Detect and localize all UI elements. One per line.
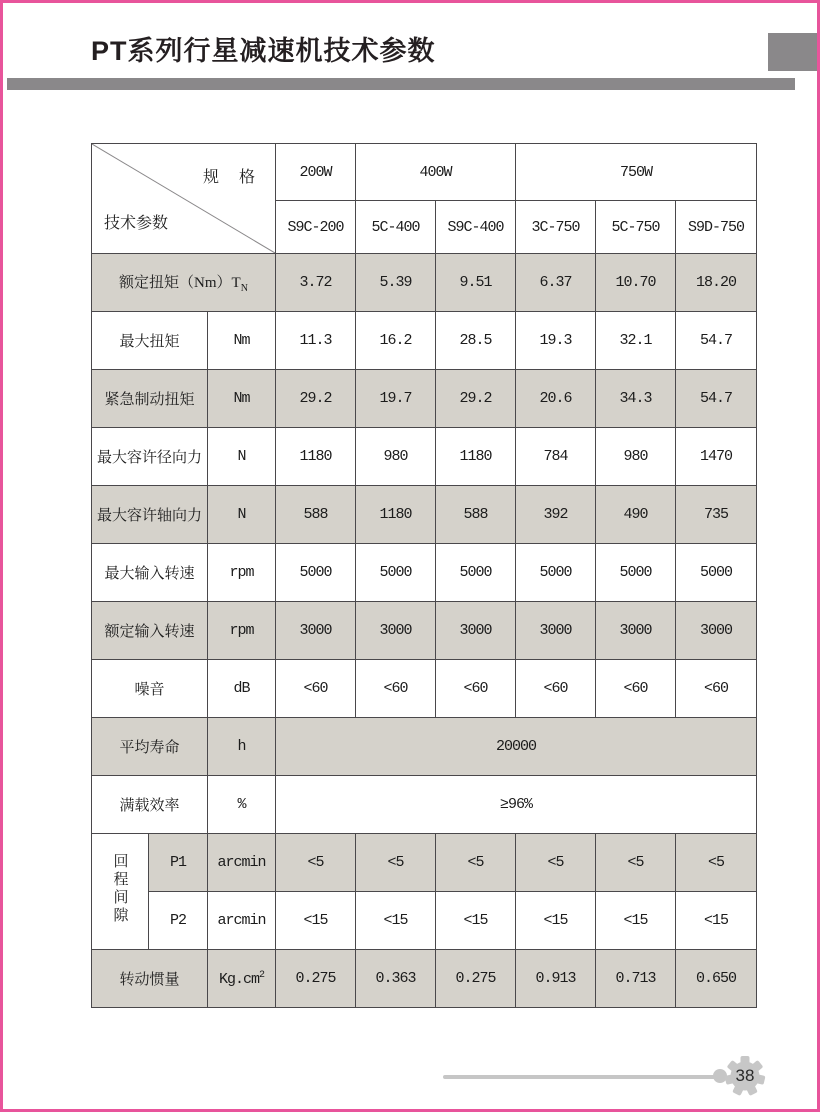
unit-superscript: 2 [259, 969, 265, 981]
page-number: 38 [735, 1066, 755, 1085]
value-cell: 0.275 [276, 950, 356, 1008]
value-cell: 6.37 [516, 254, 596, 312]
row-label: P1 [149, 834, 208, 892]
diagonal-line [92, 144, 275, 253]
model-cell: S9C-200 [276, 201, 356, 254]
row-efficiency [92, 776, 757, 834]
row-noise [92, 660, 757, 718]
row-label: 最大输入转速 [92, 544, 208, 602]
value-cell: 20.6 [516, 370, 596, 428]
value-cell: <60 [596, 660, 676, 718]
row-label-text: 额定扭矩（Nm）T [119, 275, 241, 291]
unit-cell: N [208, 428, 276, 486]
value-cell: 1180 [276, 428, 356, 486]
unit-cell: Nm [208, 312, 276, 370]
row-label: 紧急制动扭矩 [92, 370, 208, 428]
value-cell: 980 [596, 428, 676, 486]
value-cell: <15 [436, 892, 516, 950]
row-backlash-p2 [92, 892, 757, 950]
value-cell: <15 [276, 892, 356, 950]
value-cell: <60 [356, 660, 436, 718]
value-cell: 735 [676, 486, 757, 544]
row-label: 最大容许径向力 [92, 428, 208, 486]
header-row-power [92, 144, 757, 201]
value-cell: 0.363 [356, 950, 436, 1008]
value-cell: 5000 [276, 544, 356, 602]
unit-text: Kg.cm [218, 970, 259, 988]
row-label: 转动惯量 [92, 950, 208, 1008]
value-cell: <60 [676, 660, 757, 718]
value-cell: <60 [436, 660, 516, 718]
value-cell: 1180 [356, 486, 436, 544]
value-cell: 18.20 [676, 254, 757, 312]
row-average-life [92, 718, 757, 776]
value-cell: 54.7 [676, 370, 757, 428]
row-label: 额定输入转速 [92, 602, 208, 660]
model-cell: S9D-750 [676, 201, 757, 254]
value-cell: <5 [436, 834, 516, 892]
value-cell: 10.70 [596, 254, 676, 312]
value-cell: 588 [436, 486, 516, 544]
row-max-input-speed [92, 544, 757, 602]
value-cell: 5000 [516, 544, 596, 602]
row-label: 噪音 [92, 660, 208, 718]
merged-value-cell: ≥96% [276, 776, 757, 834]
value-cell: 3000 [676, 602, 757, 660]
value-cell: 5000 [356, 544, 436, 602]
value-cell: 392 [516, 486, 596, 544]
value-cell: 0.275 [436, 950, 516, 1008]
row-label [92, 254, 276, 312]
unit-cell: N [208, 486, 276, 544]
model-cell: 3C-750 [516, 201, 596, 254]
value-cell: <5 [596, 834, 676, 892]
value-cell: <15 [516, 892, 596, 950]
unit-cell: arcmin [208, 892, 276, 950]
row-radial-force [92, 428, 757, 486]
power-group-200w: 200W [276, 144, 356, 201]
unit-cell: % [208, 776, 276, 834]
value-cell: 32.1 [596, 312, 676, 370]
value-cell: 16.2 [356, 312, 436, 370]
row-rated-torque [92, 254, 757, 312]
value-cell: <15 [676, 892, 757, 950]
value-cell: 19.7 [356, 370, 436, 428]
value-cell: <60 [276, 660, 356, 718]
value-cell: 0.913 [516, 950, 596, 1008]
value-cell: 9.51 [436, 254, 516, 312]
value-cell: 34.3 [596, 370, 676, 428]
corner-label-spec: 规 格 [203, 169, 264, 186]
backlash-group-label [92, 834, 149, 950]
row-rated-input-speed [92, 602, 757, 660]
value-cell: <5 [356, 834, 436, 892]
model-cell: S9C-400 [436, 201, 516, 254]
value-cell: 11.3 [276, 312, 356, 370]
unit-cell: arcmin [208, 834, 276, 892]
spec-table [91, 143, 757, 1008]
row-max-torque [92, 312, 757, 370]
model-cell: 5C-400 [356, 201, 436, 254]
unit-cell: Nm [208, 370, 276, 428]
value-cell: 5000 [436, 544, 516, 602]
value-cell: <5 [516, 834, 596, 892]
footer-rule [443, 1075, 717, 1079]
value-cell: 19.3 [516, 312, 596, 370]
row-label: 最大扭矩 [92, 312, 208, 370]
value-cell: 3000 [516, 602, 596, 660]
merged-value-cell: 20000 [276, 718, 757, 776]
row-brake-torque [92, 370, 757, 428]
value-cell: 784 [516, 428, 596, 486]
value-cell: 3000 [436, 602, 516, 660]
unit-cell: dB [208, 660, 276, 718]
corner-label-params: 技术参数 [104, 215, 169, 232]
unit-cell: rpm [208, 544, 276, 602]
value-cell: 588 [276, 486, 356, 544]
page-title: PT系列行星减速机技术参数 [91, 36, 436, 66]
value-cell: 28.5 [436, 312, 516, 370]
value-cell: 1180 [436, 428, 516, 486]
value-cell: 29.2 [436, 370, 516, 428]
row-label-subscript: N [240, 283, 248, 294]
value-cell: <60 [516, 660, 596, 718]
value-cell: 1470 [676, 428, 757, 486]
row-backlash-p1 [92, 834, 757, 892]
value-cell: <5 [676, 834, 757, 892]
value-cell: 5000 [676, 544, 757, 602]
value-cell: 29.2 [276, 370, 356, 428]
value-cell: 3000 [276, 602, 356, 660]
row-label: 平均寿命 [92, 718, 208, 776]
page-number-badge [723, 1054, 767, 1098]
value-cell: 0.713 [596, 950, 676, 1008]
row-label: 满载效率 [92, 776, 208, 834]
row-inertia [92, 950, 757, 1008]
model-cell: 5C-750 [596, 201, 676, 254]
value-cell: 0.650 [676, 950, 757, 1008]
value-cell: 5000 [596, 544, 676, 602]
backlash-group-label-text: 回程间隙 [111, 853, 128, 925]
diagonal-corner-cell [92, 144, 276, 254]
row-label: P2 [149, 892, 208, 950]
value-cell: 3.72 [276, 254, 356, 312]
value-cell: 490 [596, 486, 676, 544]
value-cell: <5 [276, 834, 356, 892]
unit-cell: h [208, 718, 276, 776]
row-axial-force [92, 486, 757, 544]
value-cell: 980 [356, 428, 436, 486]
power-group-400w: 400W [356, 144, 516, 201]
power-group-750w: 750W [516, 144, 757, 201]
unit-cell [208, 950, 276, 1008]
value-cell: 3000 [596, 602, 676, 660]
value-cell: 3000 [356, 602, 436, 660]
unit-cell: rpm [208, 602, 276, 660]
header-corner-block [768, 33, 820, 71]
row-label: 最大容许轴向力 [92, 486, 208, 544]
value-cell: 54.7 [676, 312, 757, 370]
value-cell: 5.39 [356, 254, 436, 312]
value-cell: <15 [356, 892, 436, 950]
header-rule [7, 78, 795, 90]
value-cell: <15 [596, 892, 676, 950]
